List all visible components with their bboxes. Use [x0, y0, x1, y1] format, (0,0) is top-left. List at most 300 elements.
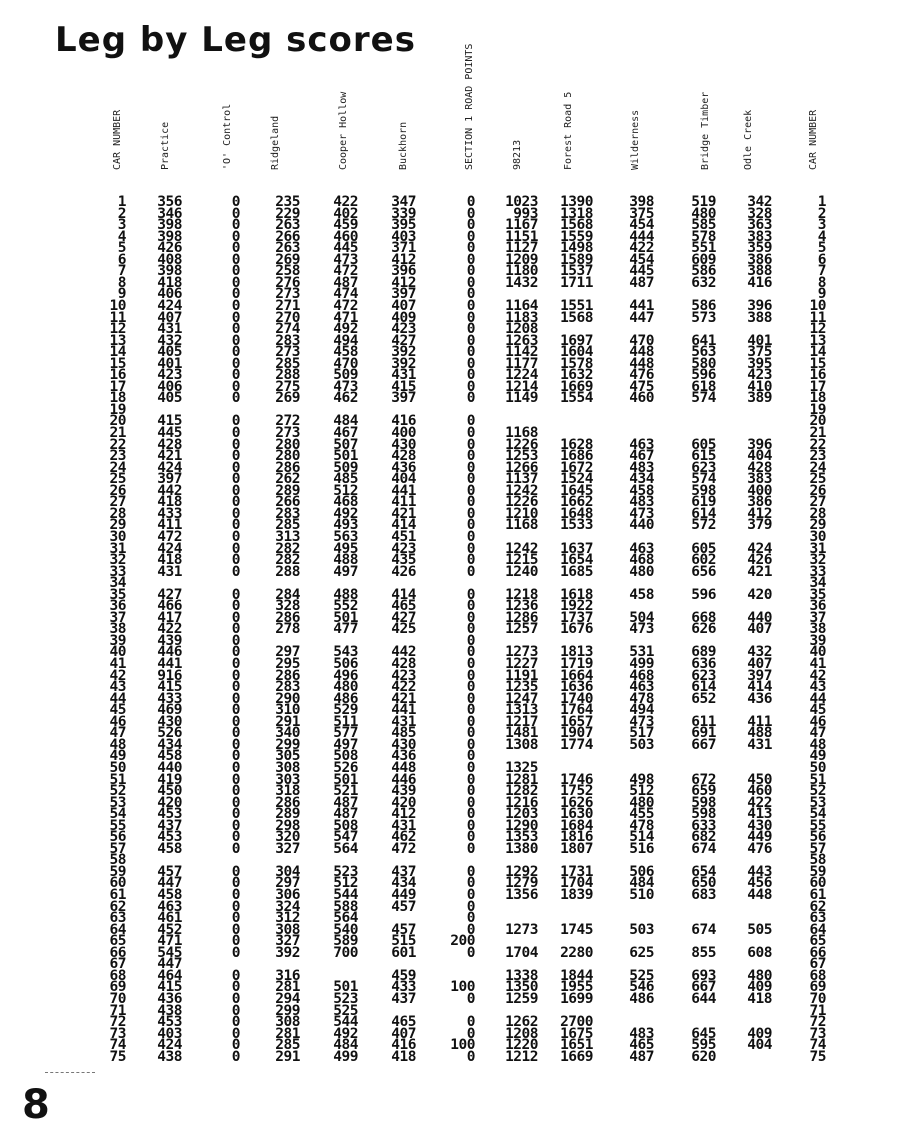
- score-cell: 596: [691, 586, 716, 603]
- score-cell: 468: [333, 494, 358, 511]
- score-cell: 288: [275, 563, 300, 580]
- score-cell: 1023: [505, 194, 538, 210]
- score-cell: 650: [691, 875, 716, 892]
- score-cell: 608: [747, 944, 772, 961]
- score-cell: 100: [450, 1037, 475, 1054]
- score-cell: 1737: [560, 609, 593, 626]
- score-cell: 458: [157, 748, 182, 765]
- car-number-cell: 63: [809, 910, 826, 927]
- score-cell: 529: [333, 702, 358, 719]
- car-number-cell: 69: [109, 979, 126, 996]
- score-cell: 472: [157, 528, 182, 545]
- score-cell: 400: [747, 482, 772, 499]
- car-number-cell: 73: [109, 1025, 126, 1042]
- score-cell: 0: [466, 817, 475, 834]
- score-cell: 458: [333, 344, 358, 361]
- score-cell: 454: [629, 251, 654, 268]
- score-cell: 397: [157, 471, 182, 488]
- score-cell: 1208: [505, 1025, 538, 1042]
- score-cell: 304: [275, 863, 300, 880]
- score-cell: 501: [333, 979, 358, 996]
- score-cell: 0: [231, 713, 240, 730]
- score-cell: 523: [333, 990, 358, 1007]
- score-cell: 0: [466, 863, 475, 880]
- score-cell: 626: [691, 621, 716, 638]
- score-cell: 444: [629, 228, 654, 245]
- score-cell: 423: [157, 367, 182, 384]
- score-cell: 263: [275, 240, 300, 257]
- score-cell: 0: [466, 667, 475, 684]
- score-cell: 426: [391, 563, 416, 580]
- score-cell: 281: [275, 1025, 300, 1042]
- score-cell: 466: [157, 598, 182, 615]
- score-cell: 515: [391, 933, 416, 950]
- score-cell: 484: [333, 1037, 358, 1054]
- score-cell: 282: [275, 540, 300, 557]
- score-cell: 0: [231, 875, 240, 892]
- car-number-cell: 39: [809, 632, 826, 649]
- score-cell: 284: [275, 586, 300, 603]
- car-number-cell: 3: [817, 217, 826, 234]
- score-cell: 316: [275, 967, 300, 984]
- score-cell: 273: [275, 425, 300, 441]
- score-cell: 497: [333, 736, 358, 753]
- score-cell: 1672: [560, 459, 593, 476]
- car-number-cell: 40: [109, 644, 126, 661]
- score-cell: 1632: [560, 367, 593, 384]
- car-number-cell: 29: [809, 517, 826, 534]
- score-cell: 1664: [560, 667, 593, 684]
- score-cell: 441: [391, 702, 416, 719]
- score-cell: 506: [629, 863, 654, 880]
- score-cell: 596: [691, 367, 716, 384]
- score-cell: 1318: [560, 205, 593, 222]
- score-cell: 1353: [505, 829, 538, 846]
- score-cell: 486: [333, 690, 358, 707]
- car-number-cell: 13: [109, 332, 126, 349]
- score-cell: 411: [391, 494, 416, 511]
- score-cell: 363: [747, 217, 772, 234]
- score-cell: 693: [691, 967, 716, 984]
- score-cell: 916: [157, 667, 182, 684]
- score-cell: 572: [691, 517, 716, 534]
- score-cell: 427: [157, 586, 182, 603]
- score-cell: 421: [391, 505, 416, 522]
- score-cell: 424: [747, 540, 772, 557]
- score-cell: 440: [157, 759, 182, 776]
- score-cell: 0: [231, 494, 240, 511]
- score-cell: 574: [691, 390, 716, 407]
- score-cell: 0: [231, 505, 240, 522]
- score-cell: 320: [275, 829, 300, 846]
- score-cell: 1240: [505, 563, 538, 580]
- score-cell: 421: [391, 690, 416, 707]
- score-cell: 423: [391, 321, 416, 338]
- car-number-cell: 72: [109, 1014, 126, 1031]
- score-cell: 512: [333, 875, 358, 892]
- column-header: CAR NUMBER: [808, 109, 819, 170]
- score-cell: 0: [231, 528, 240, 545]
- score-cell: 431: [391, 367, 416, 384]
- score-cell: 455: [629, 806, 654, 823]
- score-cell: 0: [231, 482, 240, 499]
- score-cell: 508: [333, 748, 358, 765]
- score-cell: 641: [691, 332, 716, 349]
- score-cell: 1704: [505, 944, 538, 961]
- car-number-cell: 11: [109, 309, 126, 326]
- score-cell: 453: [157, 806, 182, 823]
- score-cell: 460: [629, 390, 654, 407]
- score-cell: 511: [333, 713, 358, 730]
- score-cell: 492: [333, 505, 358, 522]
- column-header: Ridgeland: [270, 115, 281, 170]
- score-cell: 442: [157, 482, 182, 499]
- score-cell: 428: [391, 448, 416, 465]
- score-cell: 346: [157, 205, 182, 222]
- score-cell: 273: [275, 344, 300, 361]
- score-cell: 460: [333, 228, 358, 245]
- car-number-cell: 51: [809, 771, 826, 788]
- score-cell: 422: [391, 679, 416, 696]
- score-cell: 280: [275, 448, 300, 465]
- score-cell: 1212: [505, 1048, 538, 1065]
- car-number-cell: 73: [809, 1025, 826, 1042]
- score-cell: 386: [747, 494, 772, 511]
- score-cell: 2280: [560, 944, 593, 961]
- score-cell: 440: [629, 517, 654, 534]
- score-cell: 409: [747, 1025, 772, 1042]
- score-cell: 450: [157, 783, 182, 800]
- score-cell: 526: [157, 725, 182, 742]
- score-cell: 449: [747, 829, 772, 846]
- score-cell: 428: [157, 436, 182, 453]
- score-cell: 0: [231, 794, 240, 811]
- score-cell: 1180: [505, 263, 538, 280]
- score-cell: 0: [231, 448, 240, 465]
- score-cell: 564: [333, 910, 358, 927]
- score-cell: 0: [466, 390, 475, 407]
- score-cell: 0: [466, 898, 475, 915]
- score-cell: 446: [391, 771, 416, 788]
- score-cell: 424: [157, 297, 182, 314]
- score-cell: 0: [231, 263, 240, 280]
- score-cell: 389: [747, 390, 772, 407]
- score-cell: 1752: [560, 783, 593, 800]
- score-cell: 448: [391, 759, 416, 776]
- score-cell: 0: [466, 609, 475, 626]
- score-cell: 514: [629, 829, 654, 846]
- score-cell: 396: [747, 436, 772, 453]
- car-number-cell: 27: [109, 494, 126, 511]
- score-cell: 396: [391, 263, 416, 280]
- score-cell: 0: [466, 217, 475, 234]
- car-number-cell: 10: [109, 297, 126, 314]
- score-cell: 392: [391, 344, 416, 361]
- score-cell: 0: [466, 505, 475, 522]
- score-cell: 488: [747, 725, 772, 742]
- score-cell: 492: [333, 1025, 358, 1042]
- score-cell: 1559: [560, 228, 593, 245]
- score-cell: 0: [231, 921, 240, 938]
- score-cell: 1704: [560, 875, 593, 892]
- score-cell: 691: [691, 725, 716, 742]
- score-cell: 504: [629, 609, 654, 626]
- car-number-cell: 1: [817, 194, 826, 210]
- score-cell: 426: [747, 552, 772, 569]
- score-cell: 0: [466, 482, 475, 499]
- car-number-cell: 20: [109, 413, 126, 430]
- score-cell: 0: [231, 979, 240, 996]
- score-cell: 1955: [560, 979, 593, 996]
- score-cell: 431: [157, 321, 182, 338]
- score-cell: 312: [275, 910, 300, 927]
- score-cell: 423: [391, 667, 416, 684]
- score-cell: 407: [391, 1025, 416, 1042]
- score-cell: 674: [691, 840, 716, 857]
- score-cell: 1262: [505, 1014, 538, 1031]
- score-cell: 1191: [505, 667, 538, 684]
- score-cell: 0: [466, 517, 475, 534]
- score-cell: 623: [691, 459, 716, 476]
- score-cell: 327: [275, 840, 300, 857]
- column-header: CAR NUMBER: [112, 109, 123, 170]
- score-cell: 503: [629, 736, 654, 753]
- score-cell: 1604: [560, 344, 593, 361]
- car-number-cell: 35: [809, 586, 826, 603]
- score-cell: 430: [391, 736, 416, 753]
- score-cell: 448: [629, 355, 654, 372]
- score-cell: 523: [333, 863, 358, 880]
- score-cell: 605: [691, 540, 716, 557]
- score-cell: 1626: [560, 794, 593, 811]
- car-number-cell: 54: [809, 806, 826, 823]
- car-number-cell: 47: [809, 725, 826, 742]
- score-cell: 448: [747, 887, 772, 903]
- car-number-cell: 6: [817, 251, 826, 268]
- score-cell: 1273: [505, 921, 538, 938]
- car-number-cell: 30: [109, 528, 126, 545]
- car-number-cell: 36: [109, 598, 126, 615]
- score-cell: 1669: [560, 1048, 593, 1065]
- score-cell: 586: [691, 297, 716, 314]
- car-number-cell: 59: [109, 863, 126, 880]
- score-cell: 407: [747, 621, 772, 638]
- score-cell: 0: [231, 194, 240, 210]
- score-cell: 0: [466, 725, 475, 742]
- score-cell: 1922: [560, 598, 593, 615]
- score-cell: 452: [157, 921, 182, 938]
- score-cell: 1568: [560, 309, 593, 326]
- score-cell: 272: [275, 413, 300, 430]
- score-cell: 0: [466, 205, 475, 222]
- car-number-cell: 8: [117, 274, 126, 291]
- car-number-cell: 17: [109, 378, 126, 395]
- car-number-cell: 15: [109, 355, 126, 372]
- car-number-cell: 60: [109, 875, 126, 892]
- score-cell: 483: [629, 494, 654, 511]
- score-cell: 1675: [560, 1025, 593, 1042]
- score-cell: 1628: [560, 436, 593, 453]
- column-header: SECTION 1 ROAD POINTS: [464, 43, 475, 170]
- score-cell: 420: [391, 794, 416, 811]
- score-cell: 0: [466, 413, 475, 430]
- score-cell: 1654: [560, 552, 593, 569]
- score-cell: 0: [466, 632, 475, 649]
- score-cell: 494: [629, 702, 654, 719]
- score-cell: 618: [691, 378, 716, 395]
- car-number-cell: 38: [109, 621, 126, 638]
- score-cell: 441: [629, 297, 654, 314]
- car-number-cell: 60: [809, 875, 826, 892]
- score-cell: 1356: [505, 887, 538, 903]
- car-number-cell: 4: [117, 228, 126, 245]
- score-cell: 401: [747, 332, 772, 349]
- score-cell: 601: [391, 944, 416, 961]
- score-cell: 464: [157, 967, 182, 984]
- score-cell: 414: [391, 517, 416, 534]
- score-cell: 1481: [505, 725, 538, 742]
- score-cell: 499: [629, 656, 654, 672]
- car-number-cell: 71: [109, 1002, 126, 1019]
- score-cell: 0: [231, 517, 240, 534]
- score-cell: 0: [466, 794, 475, 811]
- score-cell: 1292: [505, 863, 538, 880]
- car-number-cell: 56: [109, 829, 126, 846]
- score-cell: 290: [275, 690, 300, 707]
- score-cell: 459: [333, 217, 358, 234]
- car-number-cell: 61: [809, 887, 826, 903]
- car-number-cell: 34: [809, 575, 826, 592]
- score-cell: 473: [333, 251, 358, 268]
- score-cell: 446: [157, 644, 182, 661]
- score-cell: 0: [466, 251, 475, 268]
- score-cell: 463: [629, 540, 654, 557]
- score-cell: 406: [157, 286, 182, 303]
- score-cell: 588: [333, 898, 358, 915]
- score-cell: 497: [333, 563, 358, 580]
- score-cell: 430: [747, 817, 772, 834]
- score-cell: 408: [157, 251, 182, 268]
- column-header: Bridge Timber: [700, 91, 711, 170]
- score-cell: 289: [275, 806, 300, 823]
- score-cell: 487: [629, 1048, 654, 1065]
- score-cell: 0: [466, 736, 475, 753]
- score-cell: 1281: [505, 771, 538, 788]
- score-cell: 645: [691, 1025, 716, 1042]
- score-cell: 274: [275, 321, 300, 338]
- car-number-cell: 74: [109, 1037, 126, 1054]
- car-number-cell: 58: [809, 852, 826, 869]
- score-cell: 424: [157, 459, 182, 476]
- score-cell: 0: [231, 1002, 240, 1019]
- score-cell: 286: [275, 459, 300, 476]
- score-cell: 525: [629, 967, 654, 984]
- car-number-cell: 6: [117, 251, 126, 268]
- score-cell: 447: [629, 309, 654, 326]
- score-cell: 1669: [560, 378, 593, 395]
- score-cell: 0: [466, 783, 475, 800]
- car-number-cell: 65: [109, 933, 126, 950]
- score-cell: 417: [157, 609, 182, 626]
- score-cell: 0: [466, 806, 475, 823]
- score-cell: 418: [157, 552, 182, 569]
- score-cell: 480: [691, 205, 716, 222]
- score-cell: 636: [691, 656, 716, 672]
- score-cell: 297: [275, 875, 300, 892]
- score-cell: 305: [275, 748, 300, 765]
- column-header: Cooper Hollow: [338, 91, 349, 170]
- score-cell: 1637: [560, 540, 593, 557]
- score-cell: 421: [157, 448, 182, 465]
- score-cell: 0: [231, 309, 240, 326]
- score-cell: 434: [157, 736, 182, 753]
- score-cell: 0: [466, 621, 475, 638]
- score-cell: 258: [275, 263, 300, 280]
- score-cell: 0: [231, 332, 240, 349]
- car-number-cell: 31: [809, 540, 826, 557]
- score-cell: 414: [747, 679, 772, 696]
- score-cell: 428: [391, 656, 416, 672]
- score-cell: 433: [157, 690, 182, 707]
- car-number-cell: 70: [809, 990, 826, 1007]
- score-cell: 1554: [560, 390, 593, 407]
- score-cell: 431: [391, 817, 416, 834]
- page-number: 8: [22, 1082, 50, 1128]
- score-cell: 436: [157, 990, 182, 1007]
- score-cell: 418: [157, 494, 182, 511]
- car-number-cell: 22: [809, 436, 826, 453]
- score-cell: 463: [629, 679, 654, 696]
- score-cell: 432: [157, 332, 182, 349]
- score-cell: 551: [691, 240, 716, 257]
- score-cell: 586: [691, 263, 716, 280]
- score-cell: 0: [231, 228, 240, 245]
- score-cell: 415: [157, 413, 182, 430]
- score-cell: 457: [391, 898, 416, 915]
- score-cell: 611: [691, 713, 716, 730]
- score-cell: 443: [747, 863, 772, 880]
- car-number-cell: 69: [809, 979, 826, 996]
- score-cell: 1657: [560, 713, 593, 730]
- car-number-cell: 11: [809, 309, 826, 326]
- score-cell: 403: [391, 228, 416, 245]
- score-cell: 0: [231, 552, 240, 569]
- score-cell: 383: [747, 471, 772, 488]
- score-cell: 306: [275, 887, 300, 903]
- score-cell: 1242: [505, 540, 538, 557]
- score-cell: 0: [231, 644, 240, 661]
- car-number-cell: 53: [809, 794, 826, 811]
- score-cell: 1432: [505, 274, 538, 291]
- score-cell: 409: [747, 979, 772, 996]
- score-cell: 1273: [505, 644, 538, 661]
- score-cell: 1350: [505, 979, 538, 996]
- score-cell: 508: [333, 817, 358, 834]
- car-number-cell: 9: [817, 286, 826, 303]
- score-cell: 1645: [560, 482, 593, 499]
- score-cell: 0: [231, 990, 240, 1007]
- score-cell: 0: [231, 840, 240, 857]
- score-cell: 356: [157, 194, 182, 210]
- score-cell: 472: [391, 840, 416, 857]
- score-cell: 461: [157, 910, 182, 927]
- score-cell: 494: [333, 332, 358, 349]
- score-cell: 470: [629, 332, 654, 349]
- score-cell: 0: [466, 194, 475, 210]
- score-cell: 525: [333, 1002, 358, 1019]
- score-cell: 1745: [560, 921, 593, 938]
- score-cell: 1216: [505, 794, 538, 811]
